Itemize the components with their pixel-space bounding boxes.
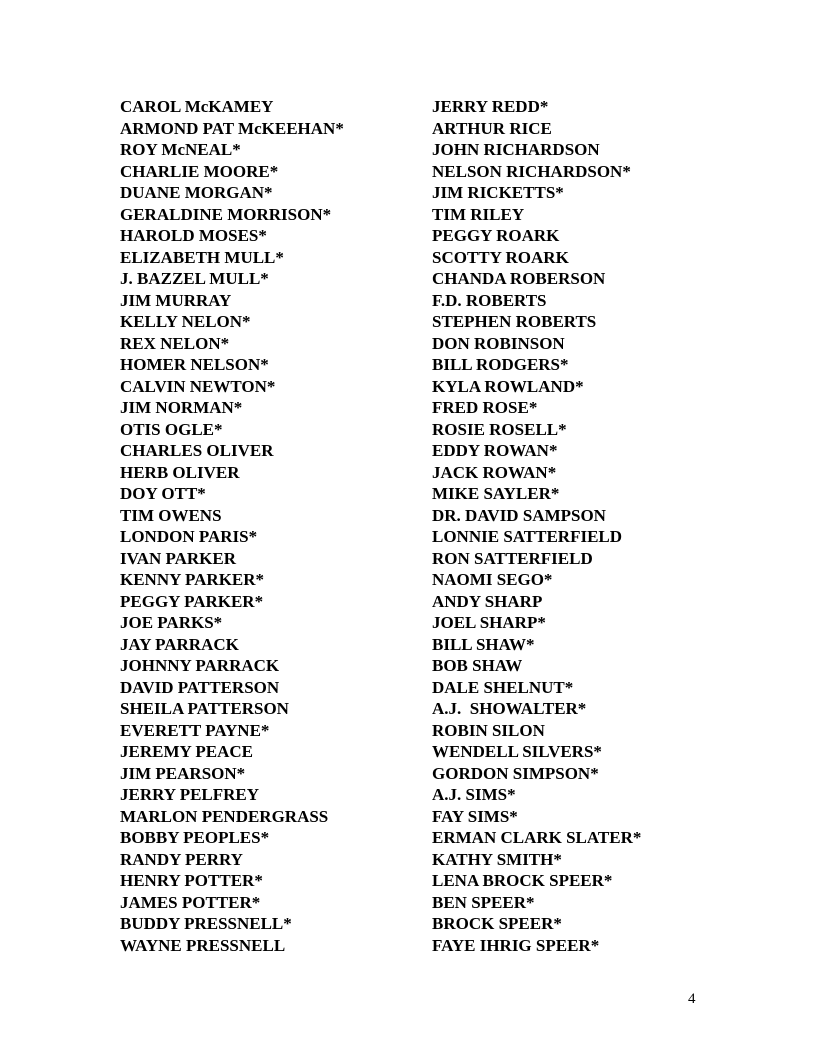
list-item: DOY OTT*	[120, 484, 206, 503]
list-item: KELLY NELON*	[120, 312, 251, 331]
list-item: MIKE SAYLER*	[432, 484, 560, 503]
list-item: SHEILA PATTERSON	[120, 699, 289, 718]
list-item: EDDY ROWAN*	[432, 441, 558, 460]
list-item: JEREMY PEACE	[120, 742, 254, 761]
list-item: FRED ROSE*	[432, 398, 538, 417]
list-item: CHARLES OLIVER	[120, 441, 274, 460]
list-item: DALE SHELNUT*	[432, 677, 574, 697]
list-item: CALVIN NEWTON*	[120, 376, 276, 396]
list-item: JIM NORMAN*	[120, 398, 243, 417]
list-item: WENDELL SILVERS*	[432, 742, 602, 761]
list-item: JIM RICKETTS*	[432, 183, 564, 202]
list-item: ANDY SHARP	[432, 591, 543, 611]
list-item: WAYNE PRESSNELL	[120, 935, 286, 955]
list-item: JACK ROWAN*	[432, 462, 557, 482]
names-column-right	[432, 96, 732, 956]
list-item: LONNIE SATTERFIELD	[432, 527, 623, 546]
list-item: DR. DAVID SAMPSON	[432, 505, 606, 525]
list-item: MARLON PENDERGRASS	[120, 806, 329, 826]
list-item: RANDY PERRY	[120, 849, 243, 869]
list-item: BILL SHAW*	[432, 634, 535, 654]
list-item: LONDON PARIS*	[120, 527, 258, 546]
list-item: PEGGY PARKER*	[120, 591, 264, 611]
list-item: JERRY PELFREY	[120, 785, 260, 804]
list-item: JOHNNY PARRACK	[120, 656, 280, 675]
list-item: BEN SPEER*	[432, 892, 535, 912]
list-item: ARMOND PAT McKEEHAN*	[120, 118, 344, 138]
list-item: DAVID PATTERSON	[120, 677, 280, 697]
list-item: KENNY PARKER*	[120, 570, 265, 589]
list-item: BUDDY PRESSNELL*	[120, 914, 292, 933]
list-item: FAYE IHRIG SPEER*	[432, 935, 600, 955]
list-item: JOHN RICHARDSON	[432, 140, 600, 159]
list-item: SCOTTY ROARK	[432, 247, 569, 267]
list-item: CHANDA ROBERSON	[432, 269, 606, 288]
list-item: ARTHUR RICE	[432, 118, 552, 138]
list-item: JAMES POTTER*	[120, 892, 261, 912]
list-item: STEPHEN ROBERTS	[432, 312, 597, 331]
list-item: PEGGY ROARK	[432, 226, 560, 245]
list-item: REX NELON*	[120, 333, 230, 353]
list-item: ERMAN CLARK SLATER*	[432, 828, 642, 847]
list-item: F.D. ROBERTS	[432, 290, 547, 310]
list-item: JOE PARKS*	[120, 613, 223, 632]
page-number: 4	[688, 991, 696, 1007]
names-column-left	[120, 96, 420, 956]
list-item: GORDON SIMPSON*	[432, 763, 599, 783]
list-item: JAY PARRACK	[120, 634, 239, 654]
list-item: ROBIN SILON	[432, 720, 545, 740]
list-item: EVERETT PAYNE*	[120, 720, 270, 740]
list-item: OTIS OGLE*	[120, 419, 223, 439]
list-item: ELIZABETH MULL*	[120, 247, 284, 267]
list-item: LENA BROCK SPEER*	[432, 871, 613, 890]
list-item: JIM MURRAY	[120, 290, 232, 310]
list-item: KYLA ROWLAND*	[432, 376, 584, 396]
list-item: A.J. SIMS*	[432, 785, 516, 804]
list-item: ROSIE ROSELL*	[432, 419, 567, 439]
list-item: JERRY REDD*	[432, 97, 549, 116]
list-item: JOEL SHARP*	[432, 613, 546, 632]
list-item: KATHY SMITH*	[432, 849, 562, 869]
list-item: RON SATTERFIELD	[432, 548, 593, 568]
list-item: HERB OLIVER	[120, 462, 240, 482]
list-item: BOB SHAW	[432, 656, 523, 675]
list-item: NAOMI SEGO*	[432, 570, 553, 589]
list-item: BILL RODGERS*	[432, 355, 569, 374]
list-item: IVAN PARKER	[120, 548, 237, 568]
list-item: A.J. SHOWALTER*	[432, 699, 587, 718]
list-item: DUANE MORGAN*	[120, 183, 273, 202]
list-item: CAROL McKAMEY	[120, 97, 274, 116]
list-item: DON ROBINSON	[432, 333, 565, 353]
list-item: TIM RILEY	[432, 204, 525, 224]
list-item: GERALDINE MORRISON*	[120, 204, 332, 224]
list-item: BROCK SPEER*	[432, 914, 562, 933]
list-item: CHARLIE MOORE*	[120, 161, 279, 181]
list-item: HENRY POTTER*	[120, 871, 263, 890]
list-item: ROY McNEAL*	[120, 140, 241, 159]
list-item: BOBBY PEOPLES*	[120, 828, 270, 847]
list-item: NELSON RICHARDSON*	[432, 161, 631, 181]
list-item: TIM OWENS	[120, 505, 222, 525]
list-item: HOMER NELSON*	[120, 355, 269, 374]
list-item: FAY SIMS*	[432, 806, 518, 826]
list-item: JIM PEARSON*	[120, 763, 246, 783]
list-item: J. BAZZEL MULL*	[120, 269, 269, 288]
list-item: HAROLD MOSES*	[120, 226, 267, 245]
